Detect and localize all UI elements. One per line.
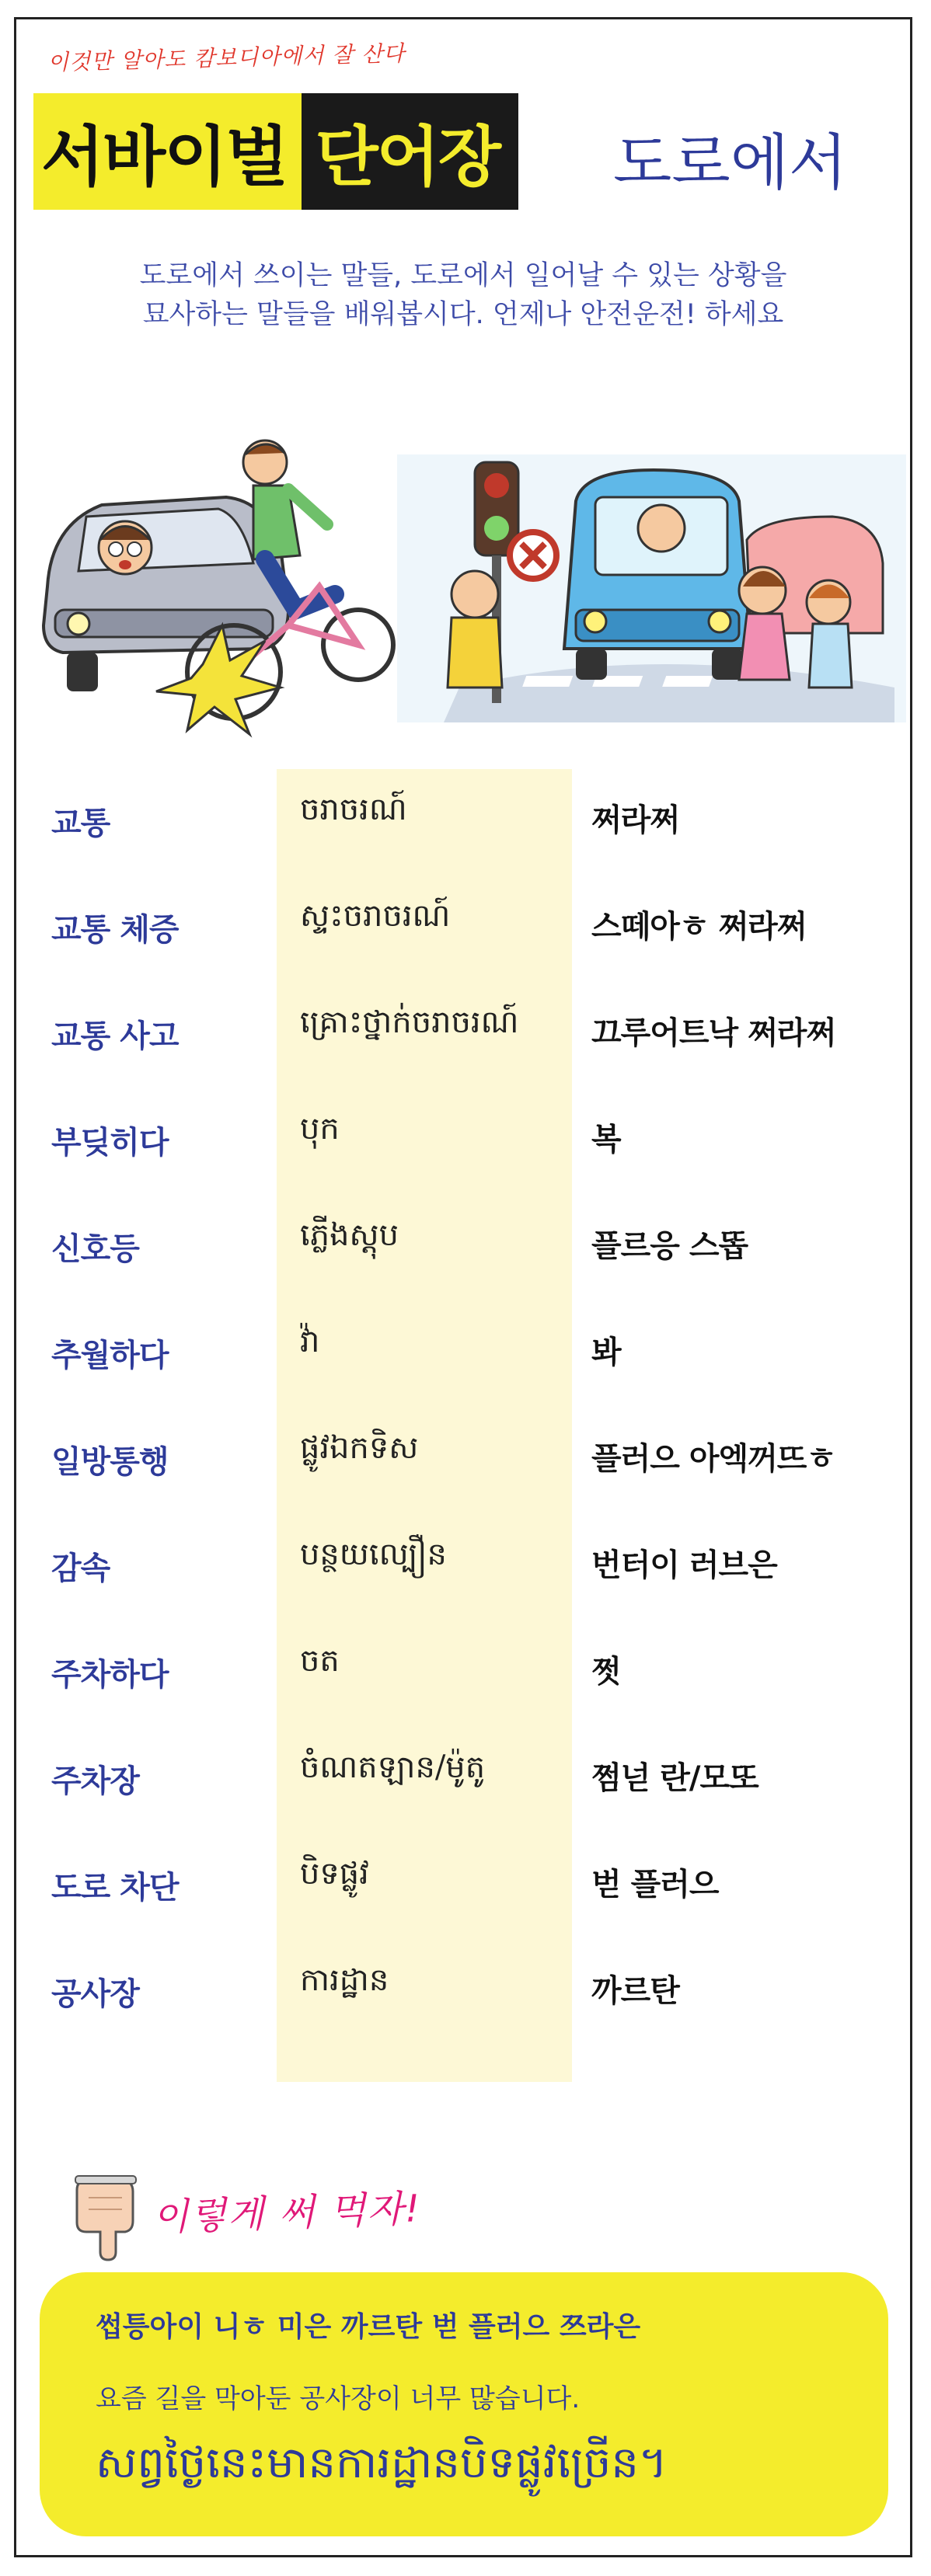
example-pronunciation: 썹틍아이 니ㅎ 미은 까르탄 벋 플러으 쯔라은 bbox=[96, 2311, 641, 2343]
example-heading: 이렇게 써 먹자! bbox=[152, 2186, 422, 2240]
vocab-korean: 교통 bbox=[51, 806, 110, 841]
vocab-pronunciation: 까르탄 bbox=[591, 1973, 679, 2009]
vocab-khmer: ចត bbox=[300, 1643, 340, 1679]
vocab-korean: 부딪히다 bbox=[51, 1125, 169, 1161]
vocab-korean: 공사장 bbox=[51, 1976, 139, 2012]
vocab-row bbox=[16, 1514, 910, 1620]
intro-line-2: 묘사하는 말들을 배워봅시다. 언제나 안전운전! 하세요 bbox=[142, 299, 784, 330]
title-vocabulary: 단어장 bbox=[302, 93, 518, 210]
vocab-pronunciation: 끄루어트낙 쩌라쩌 bbox=[591, 1015, 836, 1051]
vocab-pronunciation: 복 bbox=[591, 1122, 621, 1157]
vocab-khmer: បុក bbox=[300, 1111, 340, 1147]
vocab-korean: 교통 체증 bbox=[51, 912, 179, 948]
example-khmer: សព្វថ្ងៃនេះមានការដ្ឋានបិទផ្លូវច្រើន។ bbox=[96, 2438, 668, 2488]
vocab-row bbox=[16, 875, 910, 982]
vocab-row bbox=[16, 1408, 910, 1514]
vocab-row bbox=[16, 1088, 910, 1195]
vocab-row bbox=[16, 1727, 910, 1833]
page-frame bbox=[14, 17, 912, 2557]
vocab-pronunciation: 쩜넏 란/모또 bbox=[591, 1760, 758, 1796]
intro-text bbox=[16, 256, 910, 334]
vocab-pronunciation: 봐 bbox=[591, 1335, 621, 1370]
vocab-pronunciation: 쩟 bbox=[591, 1654, 621, 1690]
vocab-khmer: ផ្លូវឯកទិស bbox=[300, 1430, 419, 1466]
vocab-korean: 도로 차단 bbox=[51, 1870, 179, 1906]
vocab-row bbox=[16, 1940, 910, 2046]
tagline: 이것만 알아도 캄보디아에서 잘 산다 bbox=[47, 40, 406, 76]
vocab-pronunciation: 스떼아ㅎ 쩌라쩌 bbox=[591, 909, 807, 945]
vocab-row bbox=[16, 769, 910, 875]
vocab-pronunciation: 쩌라쩌 bbox=[591, 802, 679, 838]
vocab-pronunciation: 번터이 러브은 bbox=[591, 1547, 777, 1583]
vocab-khmer: ចរាចរណ៍ bbox=[300, 792, 407, 827]
topic-title: 도로에서 bbox=[613, 128, 848, 198]
vocab-row bbox=[16, 1301, 910, 1408]
vocab-row bbox=[16, 1620, 910, 1727]
title-banner bbox=[33, 93, 560, 210]
pointing-hand-icon bbox=[61, 2174, 147, 2261]
vocab-pronunciation: 플르응 스똡 bbox=[591, 1228, 748, 1264]
crosswalk-illustration bbox=[397, 454, 906, 722]
vocab-pronunciation: 벋 플러으 bbox=[591, 1867, 719, 1902]
vocab-korean: 추월하다 bbox=[51, 1338, 169, 1373]
example-korean: 요즘 길을 막아둔 공사장이 너무 많습니다. bbox=[96, 2383, 581, 2414]
vocab-korean: 교통 사고 bbox=[51, 1018, 179, 1054]
vocab-khmer: បន្ថយល្បឿន bbox=[300, 1537, 447, 1572]
vocab-khmer: វ៉ា bbox=[300, 1324, 320, 1359]
vocab-khmer: បិទផ្លូវ bbox=[300, 1856, 369, 1892]
vocab-korean: 신호등 bbox=[51, 1231, 139, 1267]
vocab-khmer: ស្ទះចរាចរណ៍ bbox=[300, 898, 451, 934]
vocab-row bbox=[16, 982, 910, 1088]
vocab-row bbox=[16, 1833, 910, 1940]
vocab-khmer: ភ្លើងស្តុប bbox=[300, 1217, 399, 1253]
vocab-row bbox=[16, 1195, 910, 1301]
vocab-korean: 일방통행 bbox=[51, 1444, 169, 1480]
vocab-khmer: ចំណតឡាន/ម៉ូតូ bbox=[300, 1749, 486, 1785]
vocab-korean: 주차하다 bbox=[51, 1657, 169, 1693]
intro-line-1: 도로에서 쓰이는 말들, 도로에서 일어날 수 있는 상황을 bbox=[139, 260, 787, 291]
example-box bbox=[40, 2272, 888, 2536]
vocab-korean: 주차장 bbox=[51, 1763, 139, 1799]
collision-illustration bbox=[32, 431, 397, 738]
title-survival: 서바이벌 bbox=[33, 93, 302, 210]
vocab-pronunciation: 플러으 아엑꺼뜨ㅎ bbox=[591, 1441, 836, 1477]
vocab-korean: 감속 bbox=[51, 1551, 110, 1586]
vocab-khmer: ការដ្ឋាន bbox=[300, 1962, 389, 1998]
vocab-khmer: គ្រោះថ្នាក់ចរាចរណ៍ bbox=[300, 1004, 519, 1040]
